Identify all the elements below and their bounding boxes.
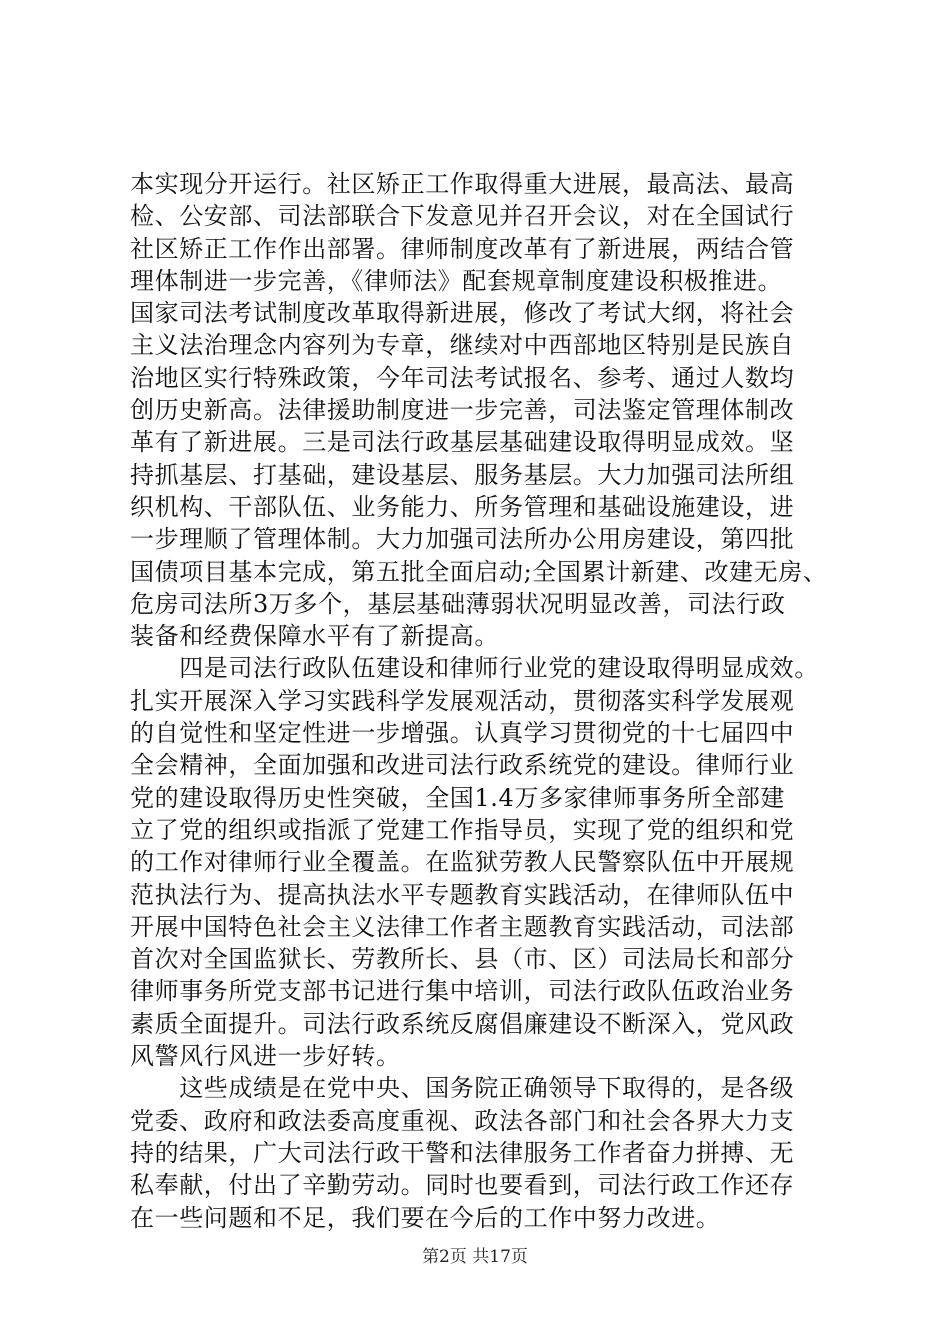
text-line: 社区矫正工作作出部署。律师制度改革有了新进展，两结合管 <box>130 234 795 263</box>
body-text <box>130 168 830 1234</box>
text-line: 四是司法行政队伍建设和律师行业党的建设取得明显成效。 <box>130 654 819 683</box>
text-line: 党的建设取得历史性突破，全国1.4万多家律师事务所全部建 <box>130 783 785 812</box>
text-line: 在一些问题和不足，我们要在今后的工作中努力改进。 <box>130 1203 721 1232</box>
text-line: 范执法行为、提高执法水平专题教育实践活动，在律师队伍中 <box>130 880 795 909</box>
text-line: 风警风行风进一步好转。 <box>130 1042 401 1071</box>
text-line: 持的结果，广大司法行政干警和法律服务工作者奋力拼搏、无 <box>130 1138 795 1167</box>
text-line: 私奉献，付出了辛勤劳动。同时也要看到，司法行政工作还存 <box>130 1171 795 1200</box>
text-line: 本实现分开运行。社区矫正工作取得重大进展，最高法、最高 <box>130 170 795 198</box>
text-line: 这些成绩是在党中央、国务院正确领导下取得的，是各级 <box>130 1074 795 1103</box>
text-line: 危房司法所3万多个，基层基础薄弱状况明显改善，司法行政 <box>130 589 786 618</box>
text-line: 开展中国特色社会主义法律工作者主题教育实践活动，司法部 <box>130 912 795 941</box>
text-line: 律师事务所党支部书记进行集中培训，司法行政队伍政治业务 <box>130 977 795 1006</box>
text-line: 党委、政府和政法委高度重视、政法各部门和社会各界大力支 <box>130 1106 795 1135</box>
text-line: 立了党的组织或指派了党建工作指导员，实现了党的组织和党 <box>130 815 795 844</box>
text-line: 的自觉性和坚定性进一步增强。认真学习贯彻党的十七届四中 <box>130 719 795 748</box>
text-line: 装备和经费保障水平有了新提高。 <box>130 622 499 651</box>
text-line: 素质全面提升。司法行政系统反腐倡廉建设不断深入，党风政 <box>130 1009 795 1038</box>
text-line: 全会精神，全面加强和改进司法行政系统党的建设。律师行业 <box>130 751 795 780</box>
text-line: 织机构、干部队伍、业务能力、所务管理和基础设施建设，进 <box>130 492 795 521</box>
text-line: 治地区实行特殊政策，今年司法考试报名、参考、通过人数均 <box>130 363 795 392</box>
text-line: 的工作对律师行业全覆盖。在监狱劳教人民警察队伍中开展规 <box>130 848 795 877</box>
text-line: 国债项目基本完成，第五批全面启动;全国累计新建、改建无房、 <box>130 557 828 586</box>
text-line: 创历史新高。法律援助制度进一步完善，司法鉴定管理体制改 <box>130 396 795 425</box>
text-line: 国家司法考试制度改革取得新进展，修改了考试大纲，将社会 <box>130 299 795 328</box>
text-line: 扎实开展深入学习实践科学发展观活动，贯彻落实科学发展观 <box>130 686 795 715</box>
text-line: 持抓基层、打基础，建设基层、服务基层。大力加强司法所组 <box>130 460 795 489</box>
page-footer: 第2页 共17页 <box>422 1247 528 1267</box>
text-line: 检、公安部、司法部联合下发意见并召开会议，对在全国试行 <box>130 202 795 231</box>
text-line: 一步理顺了管理体制。大力加强司法所办公用房建设，第四批 <box>130 525 795 554</box>
text-line: 首次对全国监狱长、劳教所长、县（市、区）司法局长和部分 <box>130 945 795 974</box>
text-line: 革有了新进展。三是司法行政基层基础建设取得明显成效。坚 <box>130 428 795 457</box>
text-line: 理体制进一步完善，《律师法》配套规章制度建设积极推进。 <box>130 266 783 295</box>
text-line: 主义法治理念内容列为专章，继续对中西部地区特别是民族自 <box>130 331 795 360</box>
